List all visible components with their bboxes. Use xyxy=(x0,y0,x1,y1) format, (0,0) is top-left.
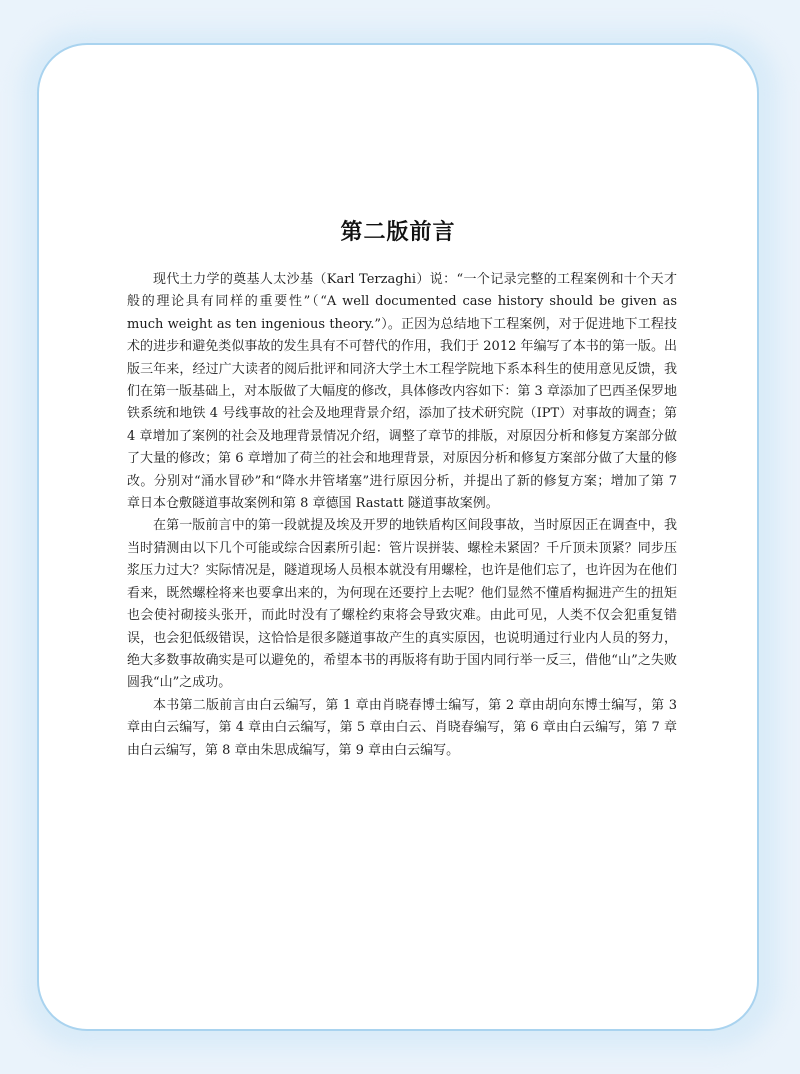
preface-body xyxy=(127,269,677,762)
preface-paragraph-1: 现代土力学的奠基人太沙基（Karl Terzaghi）说：“一个记录完整的工程案例和十个天才般的理论具有同样的重要性”（“A well documented case history should be given as much weight as ten ingenious theory.”）。正因为总结地下工程案例，对于促进地下工程技术的进步和避免类似事故的发生具有不可替代的作用，我们于 2012 年编写了本书的第一版。出版三年来，经过广大读者的阅后批评和同济大学土木工程学院地下系本科生的使用意见反馈，我们在第一版基础上，对本版做了大幅度的修改，具体修改内容如下：第 3 章添加了巴西圣保罗地铁系统和地铁 4 号线事故的社会及地理背景介绍，添加了技术研究院（IPT）对事故的调查；第 4 章增加了案例的社会及地理背景情况介绍，调整了章节的排版，对原因分析和修复方案部分做了大量的修改；第 6 章增加了荷兰的社会和地理背景，对原因分析和修复方案部分做了大量的修改。分别对“涌水冒砂”和“降水井管堵塞”进行原因分析，并提出了新的修复方案；增加了第 7 章日本仓敷隧道事故案例和第 8 章德国 Rastatt 隧道事故案例。 xyxy=(127,272,677,512)
page-card xyxy=(37,43,759,1031)
preface-paragraph-2: 在第一版前言中的第一段就提及埃及开罗的地铁盾构区间段事故，当时原因正在调查中，我当时猜测由以下几个可能或综合因素所引起：管片误拼装、螺栓未紧固？千斤顶未顶紧？同步压浆压力过大？实际情况是，隧道现场人员根本就没有用螺栓，也许是他们忘了，也许因为在他们看来，既然螺栓将来也要拿出来的，为何现在还要拧上去呢？他们显然不懂盾构掘进产生的扭矩也会使衬砌接头张开，而此时没有了螺栓约束将会导致灾难。由此可见，人类不仅会犯重复错误，也会犯低级错误，这恰恰是很多隧道事故产生的真实原因，也说明通过行业内人员的努力，绝大多数事故确实是可以避免的，希望本书的再版将有助于国内同行举一反三，借他“山”之失败圆我“山”之成功。 xyxy=(127,518,677,691)
preface-paragraph-3: 本书第二版前言由白云编写，第 1 章由肖晓春博士编写，第 2 章由胡向东博士编写，第 3 章由白云编写，第 4 章由白云编写，第 5 章由白云、肖晓春编写，第 6 章由白云编写，第 7 章由白云编写，第 8 章由朱思成编写，第 9 章由白云编写。 xyxy=(127,697,677,758)
page-title: 第二版前言 xyxy=(340,220,456,245)
